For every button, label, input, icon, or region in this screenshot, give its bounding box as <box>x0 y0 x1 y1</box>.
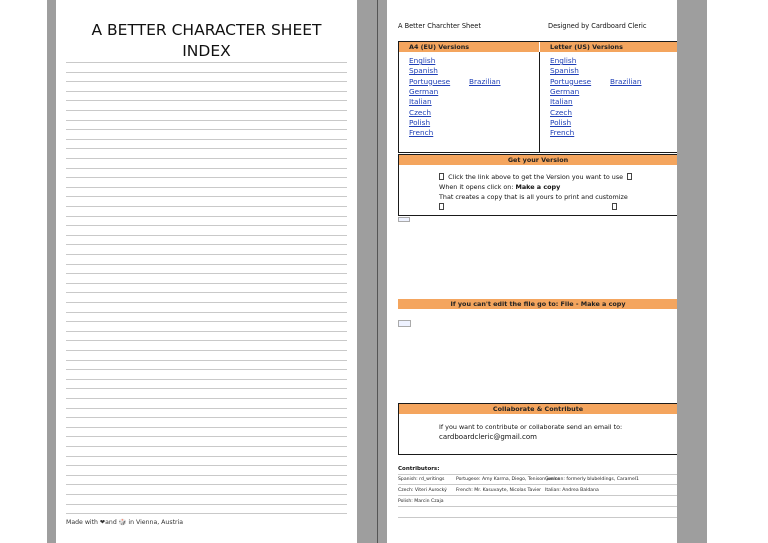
contributor-entry: Czech: Viteri Aurocký <box>398 488 447 493</box>
index-ruled-line <box>66 158 347 159</box>
contributors-ruled-line <box>398 495 677 496</box>
get-version-line2: When it opens click on: Make a copy <box>439 183 561 191</box>
backdrop-middle <box>357 0 387 543</box>
index-ruled-line <box>66 379 347 380</box>
contributor-entry: French: Mr. Kasuvayte, Nicolas Tavier <box>456 488 542 493</box>
index-ruled-line <box>66 129 347 130</box>
index-ruled-line <box>66 513 347 514</box>
backdrop-left <box>47 0 56 543</box>
contributor-entry: Spanish: rd_writings <box>398 477 445 482</box>
letter-link-french[interactable]: French <box>550 128 575 138</box>
index-ruled-line <box>66 100 347 101</box>
a4-link-french[interactable]: French <box>409 128 434 138</box>
letter-link-german[interactable]: German <box>550 86 580 96</box>
index-ruled-line <box>66 340 347 341</box>
a4-link-german[interactable]: German <box>409 86 439 96</box>
index-ruled-line <box>66 168 347 169</box>
index-ruled-line <box>66 292 347 293</box>
get-version-heading: Get your Version <box>399 155 677 165</box>
a4-link-spanish[interactable]: Spanish <box>409 66 438 76</box>
index-ruled-line <box>66 139 347 140</box>
index-ruled-line <box>66 81 347 82</box>
image-icon <box>612 203 617 210</box>
index-title-line1: A BETTER CHARACTER SHEET <box>91 21 322 39</box>
a4-link-english[interactable]: English <box>409 56 436 65</box>
index-ruled-line <box>66 350 347 351</box>
contributors-ruled-line <box>398 506 677 507</box>
a4-versions <box>399 42 539 152</box>
page-separator <box>377 0 378 543</box>
a4-link-brazilian[interactable]: Brazilian <box>469 76 501 86</box>
index-ruled-line <box>66 408 347 409</box>
index-ruled-line <box>66 91 347 92</box>
letter-versions <box>540 42 677 152</box>
letter-link-polish[interactable]: Polish <box>550 117 572 127</box>
a4-heading: A4 (EU) Versions <box>399 42 539 52</box>
collaborate-box <box>398 403 677 455</box>
a4-link-czech[interactable]: Czech <box>409 107 432 117</box>
cant-edit-heading: If you can't edit the file go to: File - Make a copy <box>398 299 677 309</box>
index-ruled-line <box>66 62 347 63</box>
index-ruled-line <box>66 504 347 505</box>
pointer-icon <box>627 173 632 180</box>
letter-heading: Letter (US) Versions <box>540 42 677 52</box>
index-ruled-line <box>66 312 347 313</box>
contributor-entry: Italian: Andrea Baldana <box>545 488 599 493</box>
letter-link-brazilian[interactable]: Brazilian <box>610 76 642 86</box>
designer-credit: Designed by Cardboard Cleric <box>548 22 647 30</box>
collaborate-heading: Collaborate & Contribute <box>399 404 677 414</box>
index-ruled-line <box>66 196 347 197</box>
index-ruled-line <box>66 494 347 495</box>
menu-screenshot-thumbnail <box>398 320 411 327</box>
a4-link-portuguese[interactable]: Portuguese <box>409 76 451 86</box>
index-ruled-line <box>66 148 347 149</box>
index-ruled-line <box>66 216 347 217</box>
index-ruled-line <box>66 331 347 332</box>
index-ruled-line <box>66 302 347 303</box>
index-ruled-line <box>66 110 347 111</box>
index-ruled-line <box>66 427 347 428</box>
index-ruled-line <box>66 273 347 274</box>
index-page <box>56 8 357 532</box>
contributor-entry: Polish: Marcin Czaja <box>398 499 444 504</box>
a4-link-polish[interactable]: Polish <box>409 117 431 127</box>
index-ruled-line <box>66 264 347 265</box>
index-ruled-line <box>66 398 347 399</box>
contributors-ruled-line <box>398 484 677 485</box>
cant-edit-box <box>398 299 677 310</box>
image-icon <box>439 203 444 210</box>
pointer-icon <box>439 173 444 180</box>
get-version-icons <box>439 203 617 211</box>
letter-link-english[interactable]: English <box>550 56 577 65</box>
index-ruled-line <box>66 465 347 466</box>
index-ruled-line <box>66 120 347 121</box>
versions-box <box>398 41 677 153</box>
backdrop-right <box>677 0 707 543</box>
a4-link-italian[interactable]: Italian <box>409 97 432 107</box>
sheet-title: A Better Charchter Sheet <box>398 22 481 30</box>
index-ruled-line <box>66 321 347 322</box>
screenshot-thumbnail <box>398 217 410 222</box>
index-ruled-line <box>66 417 347 418</box>
collaborate-line1: If you want to contribute or collaborate send an email to: <box>439 423 623 431</box>
contributors-ruled-line <box>398 517 677 518</box>
index-ruled-line <box>66 177 347 178</box>
contributors-ruled-line <box>398 474 677 475</box>
footer-credit: Made with ❤and 🎲 in Vienna, Austria <box>66 519 184 526</box>
letter-link-portuguese[interactable]: Portuguese <box>550 76 592 86</box>
get-version-box <box>398 154 677 216</box>
contributor-entry: Portugese: Amy Karma, Diego, Tenison junior <box>456 477 560 482</box>
info-page <box>387 8 677 532</box>
index-ruled-line <box>66 206 347 207</box>
index-ruled-line <box>66 484 347 485</box>
index-ruled-line <box>66 235 347 236</box>
letter-link-italian[interactable]: Italian <box>550 97 573 107</box>
index-ruled-line <box>66 446 347 447</box>
index-ruled-line <box>66 244 347 245</box>
contributors-heading: Contributors: <box>398 466 440 472</box>
index-ruled-line <box>66 369 347 370</box>
index-title <box>56 20 357 62</box>
letter-link-czech[interactable]: Czech <box>550 107 573 117</box>
letter-link-spanish[interactable]: Spanish <box>550 66 579 76</box>
contact-email[interactable]: cardboardcleric@gmail.com <box>439 433 537 441</box>
index-ruled-line <box>66 436 347 437</box>
index-ruled-line <box>66 388 347 389</box>
index-ruled-line <box>66 360 347 361</box>
index-ruled-line <box>66 254 347 255</box>
index-ruled-line <box>66 72 347 73</box>
get-version-line3: That creates a copy that is all yours to print and customize <box>439 193 628 201</box>
get-version-line1: Click the link above to get the Version you want to use <box>439 173 632 181</box>
contributor-entry: German: formerly blubeldings, Caramel1 <box>545 477 639 482</box>
index-title-line2: INDEX <box>182 42 231 60</box>
index-ruled-line <box>66 225 347 226</box>
index-ruled-line <box>66 456 347 457</box>
index-ruled-line <box>66 187 347 188</box>
index-ruled-line <box>66 283 347 284</box>
index-ruled-line <box>66 475 347 476</box>
